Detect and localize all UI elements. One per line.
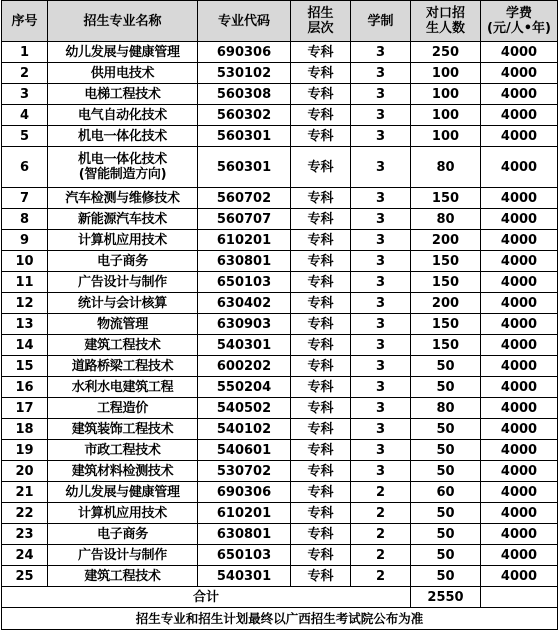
years-cell: 2: [351, 482, 411, 503]
plan-count-cell: 50: [411, 545, 481, 566]
major-name-cell: 计算机应用技术: [48, 503, 198, 524]
footnote: 招生专业和招生计划最终以广西招生考试院公布为准: [2, 608, 558, 630]
fee-cell: 4000: [481, 440, 558, 461]
seq-cell: 23: [2, 524, 48, 545]
level-cell: 专科: [291, 209, 351, 230]
header-plan-line1: 对口招: [425, 6, 465, 21]
major-code-cell: 530702: [198, 461, 291, 482]
seq-cell: 3: [2, 84, 48, 105]
major-name-cell: 供用电技术: [48, 63, 198, 84]
fee-cell: 4000: [481, 209, 558, 230]
level-cell: 专科: [291, 251, 351, 272]
major-name-cell: 物流管理: [48, 314, 198, 335]
total-row: [2, 587, 558, 608]
fee-cell: 4000: [481, 314, 558, 335]
major-name-cell: 汽车检测与维修技术: [48, 188, 198, 209]
header-fee-line2: (元/人•年): [487, 21, 551, 36]
header-years: 学制: [351, 1, 411, 42]
plan-count-cell: 50: [411, 566, 481, 587]
plan-count-cell: 150: [411, 251, 481, 272]
fee-cell: 4000: [481, 335, 558, 356]
total-label: 合计: [2, 587, 411, 608]
plan-count-cell: 150: [411, 272, 481, 293]
seq-cell: 12: [2, 293, 48, 314]
fee-cell: 4000: [481, 524, 558, 545]
seq-cell: 2: [2, 63, 48, 84]
level-cell: 专科: [291, 398, 351, 419]
plan-count-cell: 100: [411, 105, 481, 126]
seq-cell: 25: [2, 566, 48, 587]
fee-cell: 4000: [481, 482, 558, 503]
fee-cell: 4000: [481, 545, 558, 566]
table-row: [2, 335, 558, 356]
header-fee-line1: 学费: [505, 6, 532, 21]
major-code-cell: 690306: [198, 482, 291, 503]
header-fee: [481, 1, 558, 42]
seq-cell: 8: [2, 209, 48, 230]
table-row: [2, 251, 558, 272]
level-cell: 专科: [291, 314, 351, 335]
years-cell: 2: [351, 503, 411, 524]
major-code-cell: 550204: [198, 377, 291, 398]
major-name-cell: 建筑工程技术: [48, 335, 198, 356]
plan-count-cell: 100: [411, 84, 481, 105]
major-name-cell: 建筑材料检测技术: [48, 461, 198, 482]
seq-cell: 17: [2, 398, 48, 419]
years-cell: 3: [351, 461, 411, 482]
years-cell: 3: [351, 251, 411, 272]
major-code-cell: 560308: [198, 84, 291, 105]
level-cell: 专科: [291, 105, 351, 126]
plan-count-cell: 150: [411, 314, 481, 335]
years-cell: 3: [351, 42, 411, 63]
years-cell: 3: [351, 63, 411, 84]
major-name-cell: [48, 147, 198, 188]
major-name-cell: 电子商务: [48, 524, 198, 545]
seq-cell: 18: [2, 419, 48, 440]
major-code-cell: 600202: [198, 356, 291, 377]
years-cell: 3: [351, 377, 411, 398]
fee-cell: 4000: [481, 188, 558, 209]
seq-cell: 16: [2, 377, 48, 398]
table-row: [2, 147, 558, 188]
level-cell: 专科: [291, 335, 351, 356]
enrollment-plan-table: [1, 0, 558, 630]
major-code-cell: 560702: [198, 188, 291, 209]
years-cell: 3: [351, 147, 411, 188]
major-name-cell: 道路桥梁工程技术: [48, 356, 198, 377]
plan-count-cell: 60: [411, 482, 481, 503]
years-cell: 2: [351, 566, 411, 587]
header-major-code: 专业代码: [198, 1, 291, 42]
seq-cell: 21: [2, 482, 48, 503]
header-level: [291, 1, 351, 42]
major-code-cell: 610201: [198, 230, 291, 251]
major-name-cell: 电梯工程技术: [48, 84, 198, 105]
plan-count-cell: 50: [411, 440, 481, 461]
plan-count-cell: 200: [411, 293, 481, 314]
level-cell: 专科: [291, 230, 351, 251]
major-code-cell: 560302: [198, 105, 291, 126]
years-cell: 3: [351, 272, 411, 293]
table-row: [2, 545, 558, 566]
major-name-cell: 建筑工程技术: [48, 566, 198, 587]
fee-cell: 4000: [481, 42, 558, 63]
years-cell: 3: [351, 230, 411, 251]
major-name-cell: 电子商务: [48, 251, 198, 272]
major-name-cell: 幼儿发展与健康管理: [48, 482, 198, 503]
level-cell: 专科: [291, 293, 351, 314]
years-cell: 2: [351, 545, 411, 566]
major-code-cell: 630801: [198, 524, 291, 545]
plan-count-cell: 200: [411, 230, 481, 251]
seq-cell: 9: [2, 230, 48, 251]
fee-cell: 4000: [481, 147, 558, 188]
level-cell: 专科: [291, 419, 351, 440]
level-cell: 专科: [291, 440, 351, 461]
major-code-cell: 650103: [198, 545, 291, 566]
seq-cell: 15: [2, 356, 48, 377]
level-cell: 专科: [291, 63, 351, 84]
major-code-cell: 690306: [198, 42, 291, 63]
fee-cell: 4000: [481, 503, 558, 524]
major-code-cell: 610201: [198, 503, 291, 524]
years-cell: 3: [351, 188, 411, 209]
fee-cell: 4000: [481, 84, 558, 105]
major-name-cell: 幼儿发展与健康管理: [48, 42, 198, 63]
years-cell: 3: [351, 105, 411, 126]
years-cell: 3: [351, 209, 411, 230]
table-row: [2, 440, 558, 461]
plan-count-cell: 50: [411, 461, 481, 482]
table-row: [2, 230, 558, 251]
major-name-cell: 建筑装饰工程技术: [48, 419, 198, 440]
fee-cell: 4000: [481, 566, 558, 587]
fee-cell: 4000: [481, 356, 558, 377]
major-name-cell: 市政工程技术: [48, 440, 198, 461]
major-name-line1: 机电一体化技术: [78, 152, 167, 167]
table-row: [2, 482, 558, 503]
major-code-cell: 630801: [198, 251, 291, 272]
header-plan-line2: 生人数: [425, 21, 465, 36]
level-cell: 专科: [291, 482, 351, 503]
plan-count-cell: 250: [411, 42, 481, 63]
note-row: [2, 608, 558, 630]
seq-cell: 24: [2, 545, 48, 566]
years-cell: 3: [351, 356, 411, 377]
fee-cell: 4000: [481, 251, 558, 272]
header-level-line2: 层次: [307, 21, 334, 36]
level-cell: 专科: [291, 272, 351, 293]
years-cell: 3: [351, 398, 411, 419]
major-name-line2: (智能制造方向): [78, 167, 167, 182]
table-row: [2, 209, 558, 230]
level-cell: 专科: [291, 188, 351, 209]
plan-count-cell: 50: [411, 419, 481, 440]
fee-cell: 4000: [481, 63, 558, 84]
fee-cell: 4000: [481, 126, 558, 147]
major-code-cell: 560301: [198, 126, 291, 147]
header-seq: 序号: [2, 1, 48, 42]
years-cell: 3: [351, 84, 411, 105]
table-row: [2, 356, 558, 377]
major-name-cell: 电气自动化技术: [48, 105, 198, 126]
major-name-cell: 统计与会计核算: [48, 293, 198, 314]
level-cell: 专科: [291, 545, 351, 566]
plan-count-cell: 50: [411, 524, 481, 545]
major-name-cell: 广告设计与制作: [48, 272, 198, 293]
level-cell: 专科: [291, 147, 351, 188]
years-cell: 3: [351, 335, 411, 356]
major-code-cell: 650103: [198, 272, 291, 293]
table-row: [2, 42, 558, 63]
table-row: [2, 419, 558, 440]
table-row: [2, 293, 558, 314]
table-row: [2, 503, 558, 524]
fee-cell: 4000: [481, 419, 558, 440]
header-major-name: 招生专业名称: [48, 1, 198, 42]
level-cell: 专科: [291, 356, 351, 377]
plan-count-cell: 80: [411, 209, 481, 230]
years-cell: 3: [351, 314, 411, 335]
major-code-cell: 540601: [198, 440, 291, 461]
table-row: [2, 461, 558, 482]
header-plan-count: [411, 1, 481, 42]
total-value: 2550: [411, 587, 481, 608]
level-cell: 专科: [291, 377, 351, 398]
level-cell: 专科: [291, 461, 351, 482]
table-row: [2, 105, 558, 126]
years-cell: 3: [351, 126, 411, 147]
major-name-cell: 机电一体化技术: [48, 126, 198, 147]
major-name-cell: 新能源汽车技术: [48, 209, 198, 230]
table-row: [2, 188, 558, 209]
fee-cell: 4000: [481, 377, 558, 398]
seq-cell: 6: [2, 147, 48, 188]
plan-count-cell: 50: [411, 356, 481, 377]
header-level-line1: 招生: [307, 6, 334, 21]
plan-count-cell: 80: [411, 147, 481, 188]
level-cell: 专科: [291, 126, 351, 147]
seq-cell: 14: [2, 335, 48, 356]
table-row: [2, 377, 558, 398]
seq-cell: 5: [2, 126, 48, 147]
plan-count-cell: 150: [411, 335, 481, 356]
table-row: [2, 566, 558, 587]
seq-cell: 19: [2, 440, 48, 461]
seq-cell: 7: [2, 188, 48, 209]
major-code-cell: 540301: [198, 335, 291, 356]
major-name-cell: 工程造价: [48, 398, 198, 419]
plan-count-cell: 100: [411, 126, 481, 147]
seq-cell: 13: [2, 314, 48, 335]
major-code-cell: 540102: [198, 419, 291, 440]
header-row: [2, 1, 558, 42]
level-cell: 专科: [291, 524, 351, 545]
level-cell: 专科: [291, 503, 351, 524]
major-code-cell: 540301: [198, 566, 291, 587]
table-row: [2, 63, 558, 84]
years-cell: 3: [351, 293, 411, 314]
seq-cell: 4: [2, 105, 48, 126]
fee-cell: 4000: [481, 293, 558, 314]
seq-cell: 22: [2, 503, 48, 524]
plan-count-cell: 80: [411, 398, 481, 419]
years-cell: 3: [351, 419, 411, 440]
table-row: [2, 126, 558, 147]
seq-cell: 10: [2, 251, 48, 272]
fee-cell: 4000: [481, 461, 558, 482]
major-code-cell: 630903: [198, 314, 291, 335]
plan-count-cell: 50: [411, 503, 481, 524]
major-code-cell: 540502: [198, 398, 291, 419]
seq-cell: 1: [2, 42, 48, 63]
table-row: [2, 84, 558, 105]
table-row: [2, 272, 558, 293]
fee-cell: 4000: [481, 398, 558, 419]
years-cell: 2: [351, 524, 411, 545]
major-name-cell: 计算机应用技术: [48, 230, 198, 251]
level-cell: 专科: [291, 42, 351, 63]
fee-cell: 4000: [481, 230, 558, 251]
major-code-cell: 560301: [198, 147, 291, 188]
seq-cell: 20: [2, 461, 48, 482]
plan-count-cell: 50: [411, 377, 481, 398]
table-row: [2, 314, 558, 335]
seq-cell: 11: [2, 272, 48, 293]
major-code-cell: 630402: [198, 293, 291, 314]
major-name-cell: 广告设计与制作: [48, 545, 198, 566]
table-row: [2, 398, 558, 419]
major-name-cell: 水利水电建筑工程: [48, 377, 198, 398]
fee-cell: 4000: [481, 272, 558, 293]
fee-cell: 4000: [481, 105, 558, 126]
plan-count-cell: 150: [411, 188, 481, 209]
major-code-cell: 560707: [198, 209, 291, 230]
level-cell: 专科: [291, 84, 351, 105]
total-empty-cell: [481, 587, 558, 608]
major-code-cell: 530102: [198, 63, 291, 84]
years-cell: 3: [351, 440, 411, 461]
table-row: [2, 524, 558, 545]
level-cell: 专科: [291, 566, 351, 587]
plan-count-cell: 100: [411, 63, 481, 84]
